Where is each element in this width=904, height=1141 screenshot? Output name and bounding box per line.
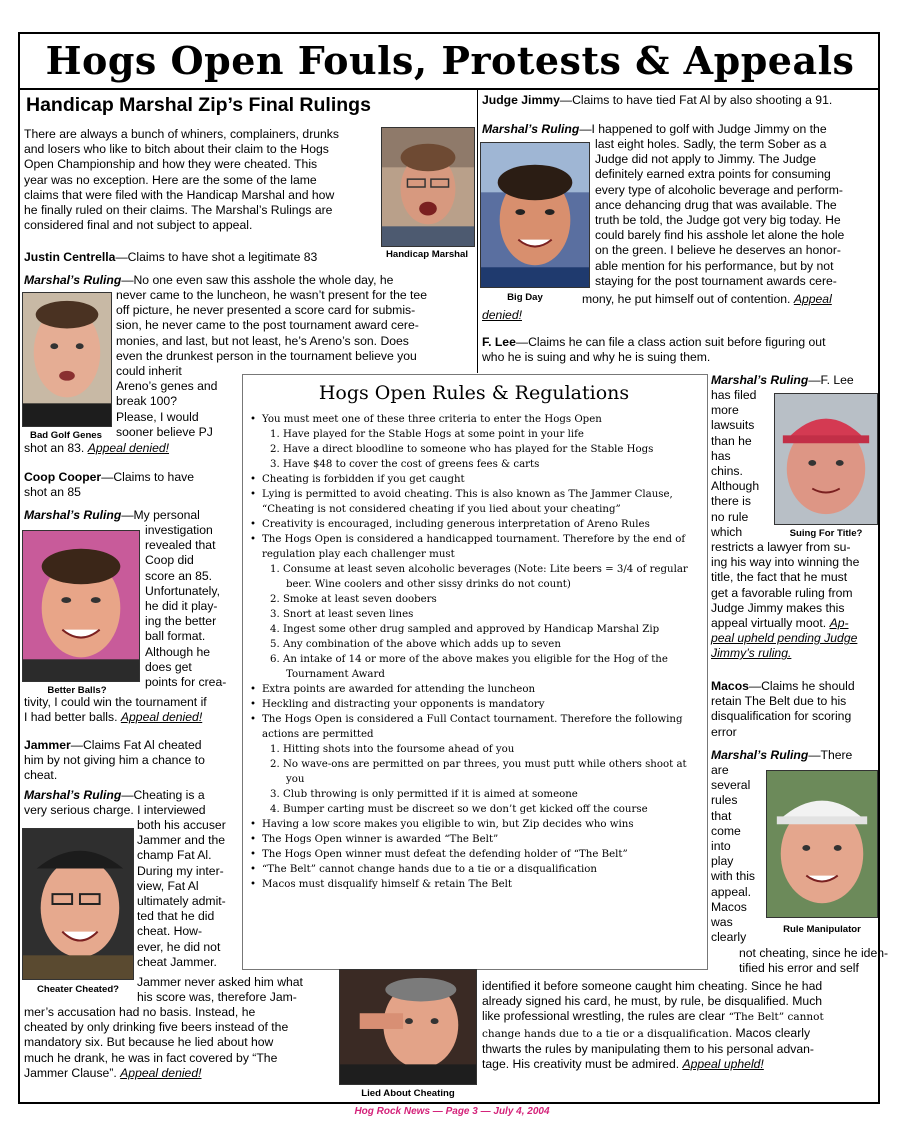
rule-bullet: • The Hogs Open winner must defeat the defending holder of “The Belt” bbox=[248, 847, 700, 862]
text-line: ted that he did bbox=[137, 909, 215, 924]
text-line: that bbox=[711, 808, 732, 823]
claim-text: —Claims Fat Al cheated bbox=[70, 738, 202, 752]
rule-subitem: 2. Smoke at least seven doobers bbox=[270, 594, 437, 605]
claim-text: him by not giving him a chance to bbox=[24, 753, 205, 768]
text-line: last eight holes. Sadly, the term Sober as a bbox=[595, 137, 827, 151]
text-line: on the green. I believe he deserves an honor- bbox=[595, 243, 841, 258]
text-line: clearly bbox=[711, 930, 747, 945]
jammer-ruling-first bbox=[24, 788, 205, 803]
text-line: sooner believe PJ bbox=[116, 424, 213, 439]
headline: Handicap Marshal Zip’s Final Rulings bbox=[26, 94, 371, 116]
text-line: Macos bbox=[711, 899, 747, 914]
coop-tail bbox=[24, 695, 207, 725]
rule-bullet: • The Hogs Open is considered a Full Contact tournament. Therefore the following actions are permitted bbox=[248, 712, 700, 742]
text-line: monies, and last, but not least, he’s Areno’s son. Does bbox=[116, 333, 409, 348]
ruling-text: much he drank, he was in fact covered by “The bbox=[24, 1050, 278, 1065]
rule-bullet: • Cheating is forbidden if you get caught bbox=[248, 472, 700, 487]
judge-verdict-2: denied! bbox=[482, 308, 522, 322]
text-line: than he bbox=[711, 433, 752, 448]
caption-suing-for-title: Suing For Title? bbox=[789, 528, 863, 539]
text-line: ance dehancing drug that was available. The bbox=[595, 197, 837, 212]
text-line: year was no exception. Here are the some of the lame bbox=[24, 172, 317, 187]
text-line: ever, he did not bbox=[137, 939, 221, 954]
rule-bullet: • Lying is permitted to avoid cheating. This is also known as The Jammer Clause, “Cheating is not considered cheating if you lied about your cheating” bbox=[248, 487, 700, 517]
verdict: Jimmy’s ruling. bbox=[711, 646, 792, 661]
text-line: Jammer and the bbox=[137, 833, 226, 848]
text-line: ball format. bbox=[145, 629, 206, 644]
rule-subitem: 2. Have a direct bloodline to someone who has played for the Stable Hogs bbox=[270, 444, 654, 455]
judge-claim bbox=[482, 93, 832, 108]
column-rule bbox=[477, 90, 478, 373]
ruling-text: mony, he put himself out of contention. bbox=[582, 292, 794, 306]
text-line: rules bbox=[711, 793, 738, 808]
text-line: champ Fat Al. bbox=[137, 848, 212, 863]
ruling-text: mandatory six. But because he lied about how bbox=[24, 1035, 274, 1050]
rule-subitem: 1. Consume at least seven alcoholic beverages (Note: Lite beers = 3/4 of regular beer. Wine coolers and other sissy drinks do not count) bbox=[270, 564, 688, 590]
rule-subitem: 1. Hitting shots into the foursome ahead of you bbox=[270, 744, 515, 755]
rule-bullet: • “The Belt” cannot change hands due to a tie or a disqualification bbox=[248, 862, 700, 877]
text-line: lawsuits bbox=[711, 418, 755, 433]
verdict: peal upheld pending Judge bbox=[711, 631, 858, 646]
ruling-text: —F. Lee bbox=[808, 373, 854, 387]
ruling-text: Macos clearly bbox=[732, 1025, 811, 1040]
text-line: Areno’s genes and bbox=[116, 379, 218, 394]
claimant-name: Justin Centrella bbox=[24, 250, 116, 264]
text-line: and losers who like to bitch about their claim to the Hogs bbox=[24, 142, 329, 157]
ruling-label: Marshal’s Ruling bbox=[24, 788, 122, 802]
macos-ruling-first bbox=[711, 748, 852, 763]
text-line: was bbox=[711, 915, 733, 930]
judge-last bbox=[582, 292, 832, 307]
macos-tail bbox=[482, 979, 824, 1072]
text-line: he did it play- bbox=[145, 599, 218, 614]
text-line: play bbox=[711, 854, 734, 869]
claim-text: error bbox=[711, 724, 737, 739]
text-line: appeal. bbox=[711, 884, 751, 899]
text-line: has filed bbox=[711, 388, 757, 402]
claimant-name: Coop Cooper bbox=[24, 470, 102, 484]
rule-subitem: 3. Club throwing is only permitted if it is aimed at someone bbox=[270, 789, 578, 800]
judge-ruling-first bbox=[482, 122, 827, 137]
text-line: Unfortunately, bbox=[145, 583, 220, 598]
photo-better-balls bbox=[22, 530, 140, 682]
ruling-text: —I happened to golf with Judge Jimmy on the bbox=[579, 122, 827, 136]
claim-text: who he is suing and why he is suing them. bbox=[482, 350, 711, 365]
text-line: truth be told, the Judge got very big today. He bbox=[595, 213, 841, 228]
text-line: view, Fat Al bbox=[137, 878, 199, 893]
claimant-name: Judge Jimmy bbox=[482, 93, 560, 107]
text-line: Judge Jimmy makes this bbox=[711, 600, 845, 615]
verdict: Appeal denied! bbox=[87, 441, 170, 455]
ruling-text: I had better balls. bbox=[24, 710, 121, 725]
claim-text: cheat. bbox=[24, 768, 58, 783]
jammer-tail bbox=[24, 1005, 288, 1081]
macos-ruling-lines bbox=[711, 763, 755, 945]
rule-subitem: 5. Any combination of the above which adds up to seven bbox=[270, 639, 561, 650]
text-line: cheat Jammer. bbox=[137, 954, 217, 969]
text-line: no rule bbox=[711, 509, 749, 524]
ruling-text: tified his error and self bbox=[739, 961, 859, 976]
claimant-name: F. Lee bbox=[482, 335, 516, 349]
text-line: several bbox=[711, 778, 751, 793]
ruling-text: identified it before someone caught him cheating. Since he had bbox=[482, 979, 823, 993]
text-line: Judge did not apply to Jimmy. The Judge bbox=[595, 152, 817, 167]
flee-claim bbox=[482, 335, 825, 365]
rule-subitem: 3. Have $48 to cover the cost of greens fees & carts bbox=[270, 459, 540, 470]
text-line: come bbox=[711, 823, 741, 838]
text-line: definitely earned extra points for consuming bbox=[595, 167, 831, 182]
rule-subitem: 4. Ingest some other drug sampled and approved by Handicap Marshal Zip bbox=[270, 624, 660, 635]
ruling-text: not cheating, since he iden- bbox=[739, 946, 889, 960]
ruling-text: —Cheating is a bbox=[121, 788, 205, 802]
text-line: even the drunkest person in the tournament believe you bbox=[116, 348, 417, 363]
photo-suing-for-title bbox=[774, 393, 878, 525]
claimant-name: Jammer bbox=[24, 738, 71, 752]
verdict: Appeal denied! bbox=[120, 1065, 202, 1080]
ruling-text: Jammer never asked him what bbox=[137, 975, 303, 989]
jammer-ruling-lines bbox=[137, 818, 226, 970]
rule-bullet: • You must meet one of these three criteria to enter the Hogs Open bbox=[248, 412, 700, 427]
text-line: off picture, he never presented a score card for submis- bbox=[116, 303, 416, 318]
rule-bullet: • The Hogs Open winner is awarded “The Belt” bbox=[248, 832, 700, 847]
text-line: claims that were filed with the Handicap Marshal and how bbox=[24, 187, 335, 202]
text-line: Although he bbox=[145, 644, 211, 659]
jammer-claim bbox=[24, 738, 205, 784]
photo-big-day bbox=[480, 142, 590, 288]
claim-text: —Claims to have tied Fat Al by also shooting a 91. bbox=[559, 93, 833, 107]
text-line: investigation bbox=[145, 523, 213, 537]
ruling-text: Jammer Clause”. bbox=[24, 1065, 121, 1080]
caption-cheater-cheated: Cheater Cheated? bbox=[36, 984, 120, 995]
ruling-text: cheated by only drinking five beers instead of the bbox=[24, 1020, 289, 1035]
judge-ruling-lines bbox=[595, 137, 844, 289]
claim-text: —Claims he can file a class action suit before figuring out bbox=[515, 335, 826, 349]
claim-text: —Claims to have bbox=[101, 470, 194, 484]
text-line: both his accuser bbox=[137, 818, 226, 832]
claim-text: —Claims to have shot a legitimate 83 bbox=[115, 250, 318, 264]
ruling-label: Marshal’s Ruling bbox=[24, 273, 122, 287]
text-line: there is bbox=[711, 494, 751, 509]
photo-lied-about-cheating bbox=[339, 969, 477, 1085]
claim-text: disqualification for scoring bbox=[711, 709, 852, 724]
text-line: which bbox=[711, 524, 743, 539]
rules-list bbox=[248, 412, 700, 892]
text-line: revealed that bbox=[145, 538, 216, 553]
text-line: There are always a bunch of whiners, complainers, drunks bbox=[24, 127, 339, 141]
text-line: title, the fact that he must bbox=[711, 570, 848, 585]
ruling-text: appeal virtually moot. bbox=[711, 616, 830, 630]
text-line: points for crea- bbox=[145, 675, 227, 690]
verdict: Appeal bbox=[793, 292, 832, 306]
verdict: Appeal denied! bbox=[120, 710, 203, 725]
rule-subitem: 2. No wave-ons are permitted on par threes, you must putt while others shoot at you bbox=[270, 759, 687, 785]
text-line: with this bbox=[711, 869, 756, 884]
text-line: Although bbox=[711, 479, 760, 494]
page-footer: Hog Rock News — Page 3 — July 4, 2004 bbox=[354, 1106, 550, 1117]
photo-cheater-cheated bbox=[22, 828, 134, 980]
quoted-rule: change hands due to a tie or a disqualification. bbox=[482, 1027, 733, 1040]
macos-line-13 bbox=[739, 946, 888, 976]
text-line: more bbox=[711, 403, 739, 418]
text-line: Coop did bbox=[145, 553, 194, 568]
flee-ruling-first bbox=[711, 373, 854, 388]
rule-bullet: • Creativity is encouraged, including generous interpretation of Areno Rules bbox=[248, 517, 700, 532]
ruling-text: —There bbox=[808, 748, 853, 762]
caption-handicap-marshal: Handicap Marshal bbox=[385, 249, 469, 260]
text-line: he finally ruled on their claims. The Marshal’s Rulings are bbox=[24, 203, 333, 218]
text-line: ing his way into winning the bbox=[711, 555, 860, 570]
coop-ruling-first bbox=[24, 508, 200, 523]
text-line: ultimately admit- bbox=[137, 894, 226, 909]
verdict: Ap- bbox=[829, 616, 849, 630]
justin-claim bbox=[24, 250, 317, 265]
rule-subitem: 6. An intake of 14 or more of the above makes you eligible for the Hog of the Tournament Award bbox=[270, 654, 668, 680]
rule-bullet: • Heckling and distracting your opponents is mandatory bbox=[248, 697, 700, 712]
rule-bullet: • Extra points are awarded for attending the luncheon bbox=[248, 682, 700, 697]
claim-text: retain The Belt due to his bbox=[711, 694, 847, 709]
flee-verdict bbox=[711, 616, 881, 662]
caption-bad-golf-genes: Bad Golf Genes bbox=[30, 430, 102, 441]
ruling-label: Marshal’s Ruling bbox=[482, 122, 580, 136]
ruling-label: Marshal’s Ruling bbox=[24, 508, 122, 522]
ruling-label: Marshal’s Ruling bbox=[711, 748, 809, 762]
coop-ruling-lines bbox=[145, 523, 226, 690]
ruling-text: like professional wrestling, the rules are clear bbox=[482, 1009, 729, 1024]
caption-better-balls: Better Balls? bbox=[47, 685, 107, 696]
text-line: could inherit bbox=[116, 364, 182, 379]
ruling-text: tivity, I could win the tournament if bbox=[24, 695, 207, 709]
text-line: never came to the luncheon, he wasn’t present for the tee bbox=[116, 288, 427, 302]
rules-box-title: Hogs Open Rules & Regulations bbox=[318, 382, 630, 404]
photo-rule-manipulator bbox=[766, 770, 878, 918]
claimant-name: Macos bbox=[711, 679, 749, 693]
rule-subitem: 4. Bumper carting must be discreet so we don’t get kicked off the course bbox=[270, 804, 648, 815]
text-line: every type of alcoholic beverage and perform- bbox=[595, 182, 843, 197]
text-line: score an 85. bbox=[145, 568, 213, 583]
coop-claim bbox=[24, 470, 194, 500]
text-line: cheat. How- bbox=[137, 924, 203, 939]
text-line: During my inter- bbox=[137, 863, 224, 878]
text-line: get a favorable ruling from bbox=[711, 585, 853, 600]
ruling-text: thwarts the rules by manipulating them to his personal advan- bbox=[482, 1041, 814, 1056]
text-line: are bbox=[711, 763, 729, 777]
quoted-rule: “The Belt” cannot bbox=[728, 1011, 824, 1024]
jammer-line-12 bbox=[137, 975, 303, 1005]
rule-subitem: 3. Snort at least seven lines bbox=[270, 609, 414, 620]
claim-text: shot an 85 bbox=[24, 485, 81, 500]
text-line: break 100? bbox=[116, 394, 177, 409]
caption-rule-manipulator: Rule Manipulator bbox=[783, 924, 861, 935]
justin-ruling-first bbox=[24, 273, 393, 288]
rule-subitem: 1. Have played for the Stable Hogs at some point in your life bbox=[270, 429, 584, 440]
masthead: Hogs Open Fouls, Protests & Appeals bbox=[45, 38, 855, 83]
text-line: has bbox=[711, 448, 731, 463]
intro-paragraph bbox=[24, 127, 339, 233]
text-line: does get bbox=[145, 659, 192, 674]
photo-handicap-marshal bbox=[381, 127, 475, 247]
ruling-text: his score was, therefore Jam- bbox=[137, 990, 297, 1005]
text-line: considered final and not subject to appeal. bbox=[24, 218, 253, 233]
caption-lied-about-cheating: Lied About Cheating bbox=[361, 1088, 455, 1099]
text-line: chins. bbox=[711, 464, 743, 479]
jammer-line-1: very serious charge. I interviewed bbox=[24, 803, 206, 817]
claim-text: —Claims he should bbox=[748, 679, 855, 693]
verdict: Appeal upheld! bbox=[682, 1057, 764, 1072]
justin-verdict-line bbox=[24, 441, 169, 456]
text-line: Open Championship and how they were cheated. This bbox=[24, 157, 318, 172]
ruling-text: —My personal bbox=[121, 508, 200, 522]
text-line: ing the better bbox=[145, 614, 217, 629]
text-line: staying for the post tournament awards cere- bbox=[595, 273, 837, 288]
masthead-rule bbox=[18, 88, 880, 90]
ruling-text: tage. His creativity must be admired. bbox=[482, 1057, 683, 1072]
photo-bad-golf-genes bbox=[22, 292, 112, 427]
ruling-label: Marshal’s Ruling bbox=[711, 373, 809, 387]
text-line: restricts a lawyer from su- bbox=[711, 540, 851, 555]
text-line: sion, he never came to the post tournament award cere- bbox=[116, 318, 419, 333]
macos-claim bbox=[711, 679, 855, 740]
text-line: able mention for his performance, but by not bbox=[595, 258, 834, 273]
rule-bullet: • Macos must disqualify himself & retain The Belt bbox=[248, 877, 700, 892]
rule-bullet: • The Hogs Open is considered a handicapped tournament. Therefore by the end of regulation play each challenger must bbox=[248, 532, 700, 562]
text-line: into bbox=[711, 839, 731, 854]
text-line: could barely find his asshole let alone the hole bbox=[595, 228, 845, 243]
caption-big-day: Big Day bbox=[507, 292, 543, 303]
ruling-text: —No one even saw this asshole the whole day, he bbox=[121, 273, 394, 287]
ruling-text: already signed his card, he must, by rule, be disqualified. Much bbox=[482, 994, 823, 1009]
ruling-text: shot an 83. bbox=[24, 441, 88, 455]
ruling-text: mer’s accusation had no basis. Instead, he bbox=[24, 1005, 256, 1019]
text-line: Please, I would bbox=[116, 409, 199, 424]
rule-bullet: • Having a low score makes you eligible to win, but Zip decides who wins bbox=[248, 817, 700, 832]
